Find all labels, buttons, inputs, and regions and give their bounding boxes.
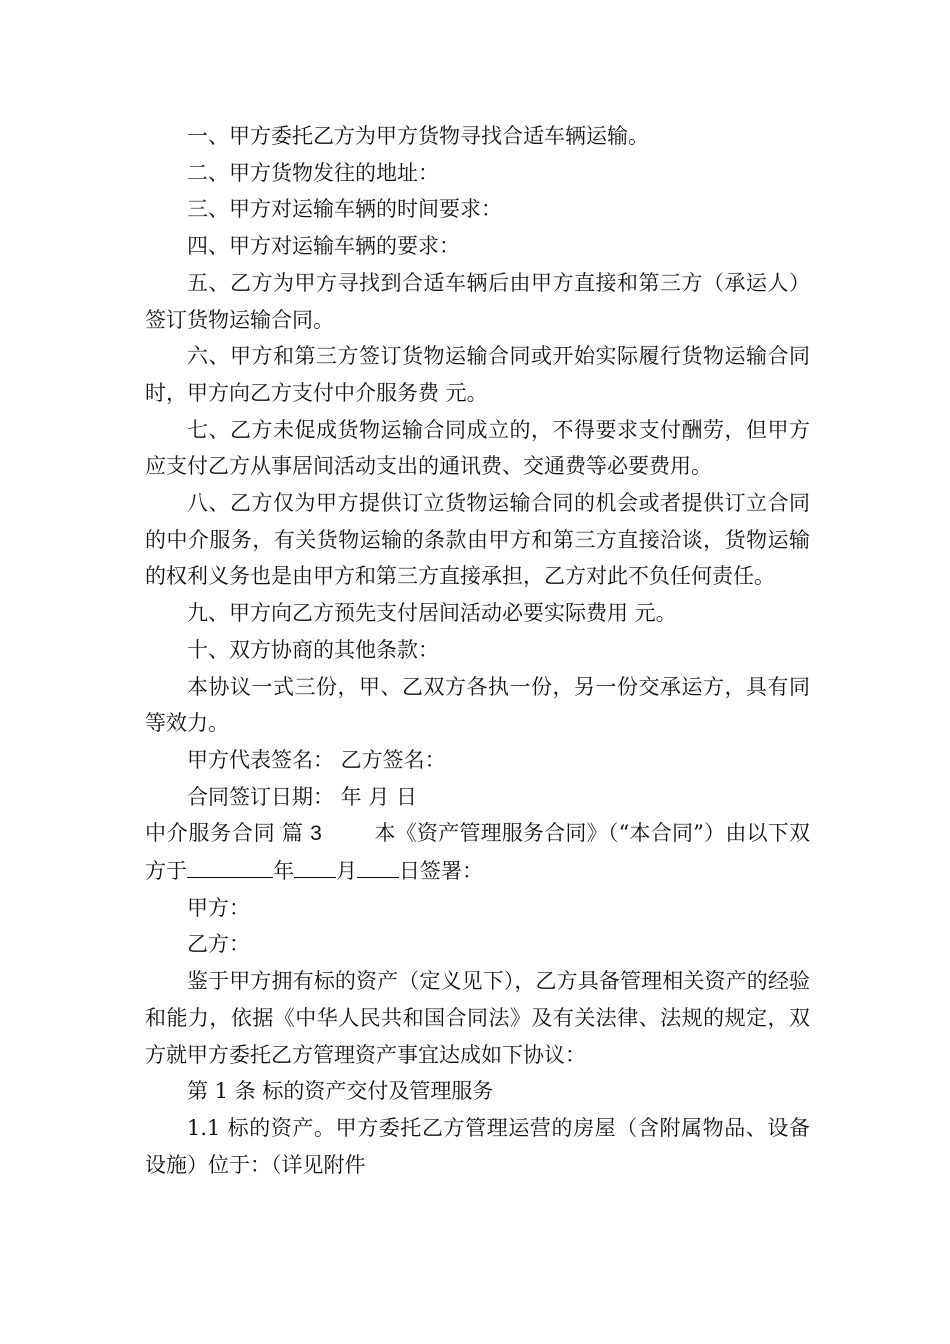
party-b-line: 乙方： xyxy=(187,932,250,957)
day-sign-label: 日签署： xyxy=(399,859,483,884)
clause-3: 三、甲方对运输车辆的时间要求： xyxy=(187,197,502,222)
article-1-1: 1.1 标的资产。甲方委托乙方管理运营的房屋（含附属物品、设备设施）位于：（详见附件 xyxy=(145,1115,810,1177)
year-blank xyxy=(187,855,273,878)
article-1-heading: 第 1 条 标的资产交付及管理服务 xyxy=(187,1079,494,1104)
signing-date-line: 合同签订日期： 年 月 日 xyxy=(187,784,418,809)
clause-8: 八、乙方仅为甲方提供订立货物运输合同的机会或者提供订立合同的中介服务，有关货物运输的条款由甲方和第三方直接洽谈，货物运输的权利义务也是由甲方和第三方直接承担，乙方对此不负任何责任。 xyxy=(145,491,810,589)
clause-10: 十、双方协商的其他条款： xyxy=(187,637,439,662)
year-label: 年 xyxy=(273,859,294,884)
clause-7: 七、乙方未促成货物运输合同成立的，不得要求支付酬劳，但甲方应支付乙方从事居间活动支出的通讯费、交通费等必要费用。 xyxy=(145,417,810,479)
day-blank xyxy=(357,855,399,878)
section3-title: 中介服务合同 篇 3 xyxy=(145,822,323,846)
section3-intro-text: 本《资产管理服务合同》（“本合同”）由以下双方于 xyxy=(145,821,810,884)
month-label: 月 xyxy=(336,859,357,884)
month-blank xyxy=(294,855,336,878)
clause-9: 九、甲方向乙方预先支付居间活动必要实际费用 元。 xyxy=(187,601,677,626)
document-page xyxy=(145,118,810,1183)
clause-4: 四、甲方对运输车辆的要求： xyxy=(187,234,460,259)
signature-line: 甲方代表签名： 乙方签名： xyxy=(187,747,446,772)
clause-2: 二、甲方货物发往的地址： xyxy=(187,160,439,185)
party-a-line: 甲方： xyxy=(187,895,250,920)
clause-5: 五、乙方为甲方寻找到合适车辆后由甲方直接和第三方（承运人）签订货物运输合同。 xyxy=(145,270,810,332)
clause-1: 一、甲方委托乙方为甲方货物寻找合适车辆运输。 xyxy=(187,124,649,148)
section3-intro xyxy=(145,815,810,889)
clause-6: 六、甲方和第三方签订货物运输合同或开始实际履行货物运输合同时，甲方向乙方支付中介服务费 元。 xyxy=(145,344,810,405)
copies-clause: 本协议一式三份，甲、乙双方各执一份，另一份交承运方，具有同等效力。 xyxy=(145,674,810,736)
whereas-paragraph: 鉴于甲方拥有标的资产（定义见下），乙方具备管理相关资产的经验和能力，依据《中华人民共和国合同法》及有关法律、法规的规定，双方就甲方委托乙方管理资产事宜达成如下协议： xyxy=(145,969,810,1067)
